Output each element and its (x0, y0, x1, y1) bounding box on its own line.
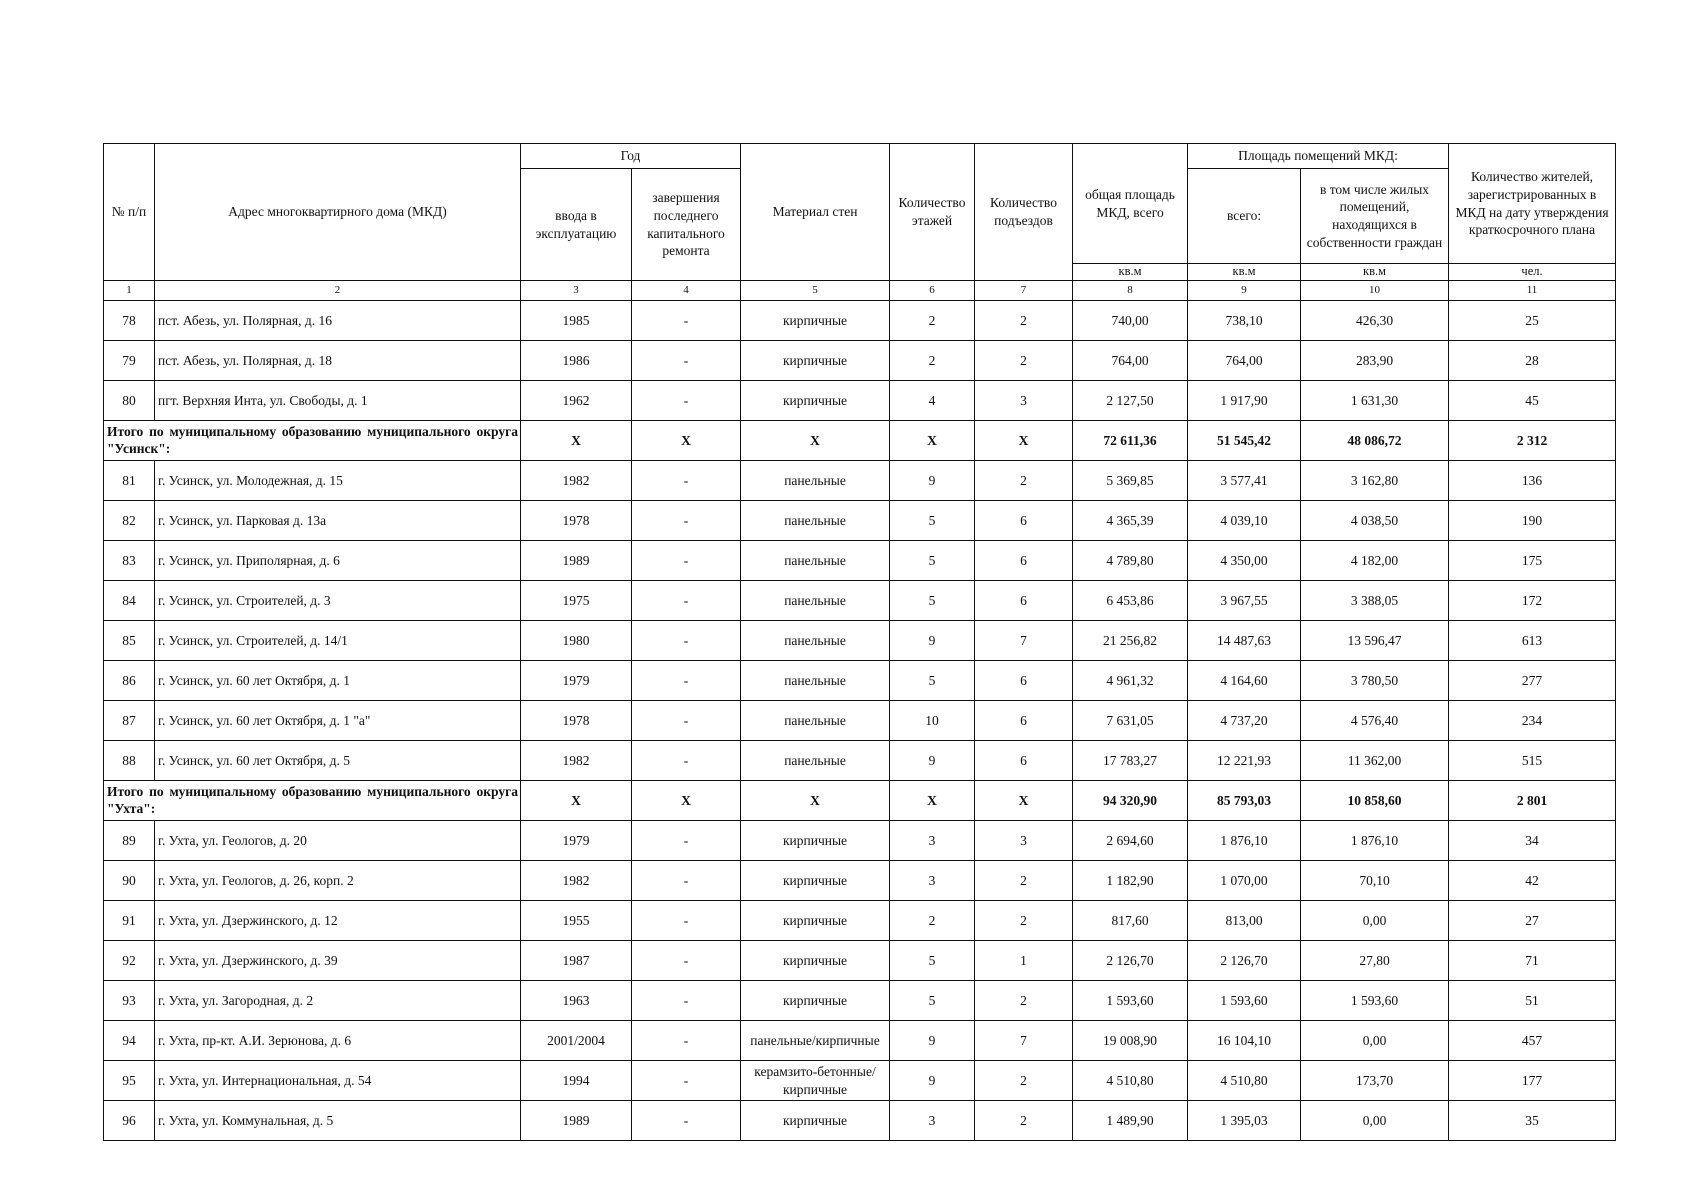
cell-residents: 613 (1449, 621, 1616, 661)
cell-total-area: 4 510,80 (1073, 1061, 1188, 1101)
header-floors: Количество этажей (890, 144, 975, 281)
cell-row-number: 81 (104, 461, 155, 501)
column-number: 2 (155, 281, 521, 301)
column-number: 7 (975, 281, 1073, 301)
cell-area-private: 0,00 (1301, 1021, 1449, 1061)
cell-row-number: 92 (104, 941, 155, 981)
cell-address: пст. Абезь, ул. Полярная, д. 16 (155, 301, 521, 341)
table-row (104, 821, 1616, 861)
cell-address: пгт. Верхняя Инта, ул. Свободы, д. 1 (155, 381, 521, 421)
table-row (104, 1021, 1616, 1061)
subtotal-row (104, 781, 1616, 821)
cell-address: г. Ухта, ул. Геологов, д. 20 (155, 821, 521, 861)
cell-entrances: 2 (975, 301, 1073, 341)
table-row (104, 1061, 1616, 1101)
table-row (104, 661, 1616, 701)
cell-area-all: 1 876,10 (1188, 821, 1301, 861)
cell-area-all: 1 917,90 (1188, 381, 1301, 421)
cell-total-area: 4 789,80 (1073, 541, 1188, 581)
header-wall-material: Материал стен (741, 144, 890, 281)
cell-year-commission: 1987 (521, 941, 632, 981)
cell-residents: 42 (1449, 861, 1616, 901)
table-row (104, 381, 1616, 421)
subtotal-area-all: 51 545,42 (1188, 421, 1301, 461)
cell-area-all: 3 967,55 (1188, 581, 1301, 621)
cell-address: г. Усинск, ул. Молодежная, д. 15 (155, 461, 521, 501)
cell-wall-material: панельные (741, 541, 890, 581)
cell-residents: 136 (1449, 461, 1616, 501)
cell-total-area: 2 694,60 (1073, 821, 1188, 861)
cell-address: г. Усинск, ул. 60 лет Октября, д. 1 "а" (155, 701, 521, 741)
subtotal-floors: X (890, 421, 975, 461)
cell-area-private: 13 596,47 (1301, 621, 1449, 661)
cell-area-all: 4 510,80 (1188, 1061, 1301, 1101)
cell-year-commission: 1962 (521, 381, 632, 421)
cell-floors: 10 (890, 701, 975, 741)
cell-area-private: 283,90 (1301, 341, 1449, 381)
cell-year-commission: 1955 (521, 901, 632, 941)
cell-row-number: 93 (104, 981, 155, 1021)
cell-row-number: 84 (104, 581, 155, 621)
cell-residents: 277 (1449, 661, 1616, 701)
cell-address: г. Ухта, ул. Загородная, д. 2 (155, 981, 521, 1021)
cell-area-private: 0,00 (1301, 1101, 1449, 1141)
cell-floors: 5 (890, 981, 975, 1021)
cell-residents: 234 (1449, 701, 1616, 741)
cell-row-number: 83 (104, 541, 155, 581)
cell-area-private: 1 876,10 (1301, 821, 1449, 861)
cell-residents: 177 (1449, 1061, 1616, 1101)
cell-floors: 5 (890, 661, 975, 701)
cell-area-all: 16 104,10 (1188, 1021, 1301, 1061)
cell-area-all: 764,00 (1188, 341, 1301, 381)
subtotal-entrances: X (975, 421, 1073, 461)
cell-entrances: 6 (975, 541, 1073, 581)
cell-address: г. Ухта, ул. Дзержинского, д. 12 (155, 901, 521, 941)
table-row (104, 1101, 1616, 1141)
cell-row-number: 86 (104, 661, 155, 701)
cell-wall-material: кирпичные (741, 981, 890, 1021)
cell-address: г. Ухта, ул. Геологов, д. 26, корп. 2 (155, 861, 521, 901)
cell-entrances: 2 (975, 341, 1073, 381)
cell-entrances: 3 (975, 381, 1073, 421)
cell-entrances: 1 (975, 941, 1073, 981)
cell-address: г. Ухта, ул. Интернациональная, д. 54 (155, 1061, 521, 1101)
cell-wall-material: панельные (741, 741, 890, 781)
cell-address: г. Усинск, ул. Приполярная, д. 6 (155, 541, 521, 581)
table-body (104, 281, 1616, 1141)
cell-area-all: 1 395,03 (1188, 1101, 1301, 1141)
cell-total-area: 6 453,86 (1073, 581, 1188, 621)
table-row (104, 701, 1616, 741)
cell-row-number: 95 (104, 1061, 155, 1101)
cell-year-repair: - (632, 821, 741, 861)
cell-floors: 9 (890, 1061, 975, 1101)
cell-floors: 9 (890, 461, 975, 501)
cell-floors: 5 (890, 941, 975, 981)
cell-year-repair: - (632, 981, 741, 1021)
subtotal-wall-material: X (741, 781, 890, 821)
cell-year-commission: 1982 (521, 461, 632, 501)
cell-year-repair: - (632, 301, 741, 341)
cell-entrances: 3 (975, 821, 1073, 861)
subtotal-label: Итого по муниципальному образованию муниципального округа "Ухта": (104, 781, 521, 821)
cell-address: г. Усинск, ул. 60 лет Октября, д. 1 (155, 661, 521, 701)
table-row (104, 461, 1616, 501)
cell-floors: 2 (890, 341, 975, 381)
cell-row-number: 90 (104, 861, 155, 901)
subtotal-area-private: 10 858,60 (1301, 781, 1449, 821)
table-row (104, 741, 1616, 781)
cell-wall-material: панельные (741, 501, 890, 541)
table-row (104, 901, 1616, 941)
unit-residents: чел. (1449, 264, 1616, 281)
cell-area-all: 14 487,63 (1188, 621, 1301, 661)
cell-wall-material: кирпичные (741, 301, 890, 341)
cell-year-commission: 2001/2004 (521, 1021, 632, 1061)
cell-area-private: 3 388,05 (1301, 581, 1449, 621)
cell-area-all: 738,10 (1188, 301, 1301, 341)
cell-year-commission: 1980 (521, 621, 632, 661)
subtotal-residents: 2 312 (1449, 421, 1616, 461)
cell-floors: 9 (890, 1021, 975, 1061)
cell-year-repair: - (632, 941, 741, 981)
table-header (104, 144, 1616, 281)
cell-area-private: 1 631,30 (1301, 381, 1449, 421)
table-row (104, 341, 1616, 381)
cell-residents: 25 (1449, 301, 1616, 341)
cell-total-area: 4 961,32 (1073, 661, 1188, 701)
cell-residents: 175 (1449, 541, 1616, 581)
column-number: 8 (1073, 281, 1188, 301)
cell-year-repair: - (632, 1061, 741, 1101)
column-number: 6 (890, 281, 975, 301)
subtotal-wall-material: X (741, 421, 890, 461)
subtotal-area-private: 48 086,72 (1301, 421, 1449, 461)
cell-area-all: 4 039,10 (1188, 501, 1301, 541)
cell-wall-material: панельные (741, 661, 890, 701)
cell-area-all: 4 164,60 (1188, 661, 1301, 701)
subtotal-year-commission: X (521, 781, 632, 821)
header-area-private: в том числе жилых помещений, находящихся в собственности граждан (1301, 169, 1449, 264)
cell-area-private: 426,30 (1301, 301, 1449, 341)
cell-total-area: 740,00 (1073, 301, 1188, 341)
header-area-group: Площадь помещений МКД: (1188, 144, 1449, 169)
header-year-repair: завершения последнего капитального ремонта (632, 169, 741, 281)
column-number: 9 (1188, 281, 1301, 301)
cell-floors: 2 (890, 901, 975, 941)
cell-area-private: 3 780,50 (1301, 661, 1449, 701)
cell-residents: 190 (1449, 501, 1616, 541)
cell-floors: 5 (890, 541, 975, 581)
column-number: 11 (1449, 281, 1616, 301)
cell-year-repair: - (632, 1021, 741, 1061)
cell-area-private: 4 038,50 (1301, 501, 1449, 541)
cell-address: г. Усинск, ул. 60 лет Октября, д. 5 (155, 741, 521, 781)
cell-floors: 3 (890, 1101, 975, 1141)
header-entrances: Количество подъездов (975, 144, 1073, 281)
cell-address: г. Ухта, ул. Дзержинского, д. 39 (155, 941, 521, 981)
cell-row-number: 91 (104, 901, 155, 941)
cell-entrances: 2 (975, 901, 1073, 941)
cell-total-area: 1 593,60 (1073, 981, 1188, 1021)
cell-year-commission: 1982 (521, 861, 632, 901)
cell-area-all: 813,00 (1188, 901, 1301, 941)
cell-area-private: 70,10 (1301, 861, 1449, 901)
unit-total: кв.м (1073, 264, 1188, 281)
header-num: № п/п (104, 144, 155, 281)
header-residents: Количество жителей, зарегистрированных в МКД на дату утверждения краткосрочного плана (1449, 144, 1616, 264)
table-row (104, 501, 1616, 541)
header-year-group: Год (521, 144, 741, 169)
cell-total-area: 4 365,39 (1073, 501, 1188, 541)
cell-wall-material: панельные (741, 621, 890, 661)
table-row (104, 541, 1616, 581)
cell-wall-material: кирпичные (741, 861, 890, 901)
subtotal-area-all: 85 793,03 (1188, 781, 1301, 821)
cell-year-repair: - (632, 661, 741, 701)
subtotal-year-repair: X (632, 781, 741, 821)
cell-row-number: 78 (104, 301, 155, 341)
cell-wall-material: кирпичные (741, 341, 890, 381)
cell-year-repair: - (632, 901, 741, 941)
cell-residents: 28 (1449, 341, 1616, 381)
cell-floors: 5 (890, 501, 975, 541)
cell-total-area: 21 256,82 (1073, 621, 1188, 661)
column-number: 3 (521, 281, 632, 301)
housing-registry-table (103, 143, 1616, 1141)
cell-area-private: 1 593,60 (1301, 981, 1449, 1021)
unit-private: кв.м (1301, 264, 1449, 281)
cell-residents: 71 (1449, 941, 1616, 981)
cell-wall-material: панельные (741, 581, 890, 621)
cell-floors: 9 (890, 741, 975, 781)
subtotal-label: Итого по муниципальному образованию муниципального округа "Усинск": (104, 421, 521, 461)
cell-year-commission: 1978 (521, 501, 632, 541)
cell-row-number: 89 (104, 821, 155, 861)
table-row (104, 981, 1616, 1021)
cell-total-area: 2 126,70 (1073, 941, 1188, 981)
header-area-all: всего: (1188, 169, 1301, 264)
header-year-commission: ввода в эксплуатацию (521, 169, 632, 281)
cell-area-all: 3 577,41 (1188, 461, 1301, 501)
cell-row-number: 85 (104, 621, 155, 661)
cell-address: г. Усинск, ул. Строителей, д. 3 (155, 581, 521, 621)
cell-floors: 2 (890, 301, 975, 341)
cell-entrances: 6 (975, 741, 1073, 781)
cell-year-repair: - (632, 541, 741, 581)
cell-area-private: 4 182,00 (1301, 541, 1449, 581)
cell-year-repair: - (632, 501, 741, 541)
cell-entrances: 2 (975, 1061, 1073, 1101)
cell-floors: 4 (890, 381, 975, 421)
cell-residents: 34 (1449, 821, 1616, 861)
cell-floors: 3 (890, 821, 975, 861)
cell-entrances: 2 (975, 1101, 1073, 1141)
cell-area-all: 12 221,93 (1188, 741, 1301, 781)
subtotal-total-area: 72 611,36 (1073, 421, 1188, 461)
cell-entrances: 7 (975, 621, 1073, 661)
cell-row-number: 79 (104, 341, 155, 381)
header-address: Адрес многоквартирного дома (МКД) (155, 144, 521, 281)
subtotal-year-commission: X (521, 421, 632, 461)
cell-total-area: 17 783,27 (1073, 741, 1188, 781)
table-row (104, 941, 1616, 981)
cell-area-all: 4 350,00 (1188, 541, 1301, 581)
table-row (104, 621, 1616, 661)
subtotal-floors: X (890, 781, 975, 821)
cell-entrances: 6 (975, 501, 1073, 541)
cell-address: пст. Абезь, ул. Полярная, д. 18 (155, 341, 521, 381)
subtotal-total-area: 94 320,90 (1073, 781, 1188, 821)
cell-entrances: 2 (975, 461, 1073, 501)
cell-wall-material: панельные/кирпичные (741, 1021, 890, 1061)
cell-address: г. Усинск, ул. Строителей, д. 14/1 (155, 621, 521, 661)
cell-year-commission: 1986 (521, 341, 632, 381)
cell-area-private: 4 576,40 (1301, 701, 1449, 741)
cell-wall-material: кирпичные (741, 381, 890, 421)
cell-address: г. Усинск, ул. Парковая д. 13а (155, 501, 521, 541)
cell-area-private: 27,80 (1301, 941, 1449, 981)
cell-year-commission: 1994 (521, 1061, 632, 1101)
cell-entrances: 2 (975, 981, 1073, 1021)
cell-year-repair: - (632, 621, 741, 661)
cell-floors: 3 (890, 861, 975, 901)
cell-year-repair: - (632, 461, 741, 501)
cell-total-area: 5 369,85 (1073, 461, 1188, 501)
cell-wall-material: керамзито-бетонные/кирпичные (741, 1061, 890, 1101)
cell-total-area: 1 489,90 (1073, 1101, 1188, 1141)
cell-row-number: 88 (104, 741, 155, 781)
cell-entrances: 6 (975, 701, 1073, 741)
cell-entrances: 6 (975, 661, 1073, 701)
cell-year-commission: 1979 (521, 821, 632, 861)
header-total-area: общая площадь МКД, всего (1073, 144, 1188, 264)
cell-row-number: 94 (104, 1021, 155, 1061)
cell-residents: 45 (1449, 381, 1616, 421)
cell-year-repair: - (632, 861, 741, 901)
cell-area-all: 4 737,20 (1188, 701, 1301, 741)
cell-wall-material: кирпичные (741, 821, 890, 861)
subtotal-residents: 2 801 (1449, 781, 1616, 821)
cell-year-commission: 1963 (521, 981, 632, 1021)
cell-row-number: 82 (104, 501, 155, 541)
table-row (104, 861, 1616, 901)
cell-residents: 515 (1449, 741, 1616, 781)
cell-area-private: 0,00 (1301, 901, 1449, 941)
cell-year-commission: 1979 (521, 661, 632, 701)
cell-area-all: 1 593,60 (1188, 981, 1301, 1021)
subtotal-entrances: X (975, 781, 1073, 821)
cell-address: г. Ухта, пр-кт. А.И. Зерюнова, д. 6 (155, 1021, 521, 1061)
cell-area-private: 3 162,80 (1301, 461, 1449, 501)
cell-wall-material: кирпичные (741, 1101, 890, 1141)
subtotal-year-repair: X (632, 421, 741, 461)
cell-year-commission: 1982 (521, 741, 632, 781)
column-number: 1 (104, 281, 155, 301)
cell-year-commission: 1975 (521, 581, 632, 621)
cell-address: г. Ухта, ул. Коммунальная, д. 5 (155, 1101, 521, 1141)
cell-wall-material: панельные (741, 461, 890, 501)
cell-total-area: 2 127,50 (1073, 381, 1188, 421)
column-number: 10 (1301, 281, 1449, 301)
cell-residents: 172 (1449, 581, 1616, 621)
cell-row-number: 80 (104, 381, 155, 421)
cell-year-repair: - (632, 701, 741, 741)
column-number: 5 (741, 281, 890, 301)
column-numbers-row (104, 281, 1616, 301)
cell-year-commission: 1985 (521, 301, 632, 341)
table-row (104, 581, 1616, 621)
cell-entrances: 7 (975, 1021, 1073, 1061)
cell-total-area: 764,00 (1073, 341, 1188, 381)
cell-residents: 457 (1449, 1021, 1616, 1061)
cell-year-repair: - (632, 581, 741, 621)
cell-total-area: 1 182,90 (1073, 861, 1188, 901)
cell-total-area: 817,60 (1073, 901, 1188, 941)
cell-year-repair: - (632, 1101, 741, 1141)
cell-area-all: 2 126,70 (1188, 941, 1301, 981)
cell-year-commission: 1989 (521, 1101, 632, 1141)
cell-residents: 27 (1449, 901, 1616, 941)
cell-area-private: 173,70 (1301, 1061, 1449, 1101)
cell-year-repair: - (632, 381, 741, 421)
cell-row-number: 96 (104, 1101, 155, 1141)
cell-total-area: 19 008,90 (1073, 1021, 1188, 1061)
cell-year-commission: 1978 (521, 701, 632, 741)
cell-wall-material: панельные (741, 701, 890, 741)
cell-residents: 51 (1449, 981, 1616, 1021)
table-row (104, 301, 1616, 341)
cell-area-private: 11 362,00 (1301, 741, 1449, 781)
cell-entrances: 2 (975, 861, 1073, 901)
cell-residents: 35 (1449, 1101, 1616, 1141)
subtotal-row (104, 421, 1616, 461)
unit-all: кв.м (1188, 264, 1301, 281)
cell-year-repair: - (632, 341, 741, 381)
cell-entrances: 6 (975, 581, 1073, 621)
column-number: 4 (632, 281, 741, 301)
cell-floors: 5 (890, 581, 975, 621)
cell-area-all: 1 070,00 (1188, 861, 1301, 901)
cell-total-area: 7 631,05 (1073, 701, 1188, 741)
cell-floors: 9 (890, 621, 975, 661)
cell-wall-material: кирпичные (741, 901, 890, 941)
cell-wall-material: кирпичные (741, 941, 890, 981)
cell-year-repair: - (632, 741, 741, 781)
cell-year-commission: 1989 (521, 541, 632, 581)
cell-row-number: 87 (104, 701, 155, 741)
